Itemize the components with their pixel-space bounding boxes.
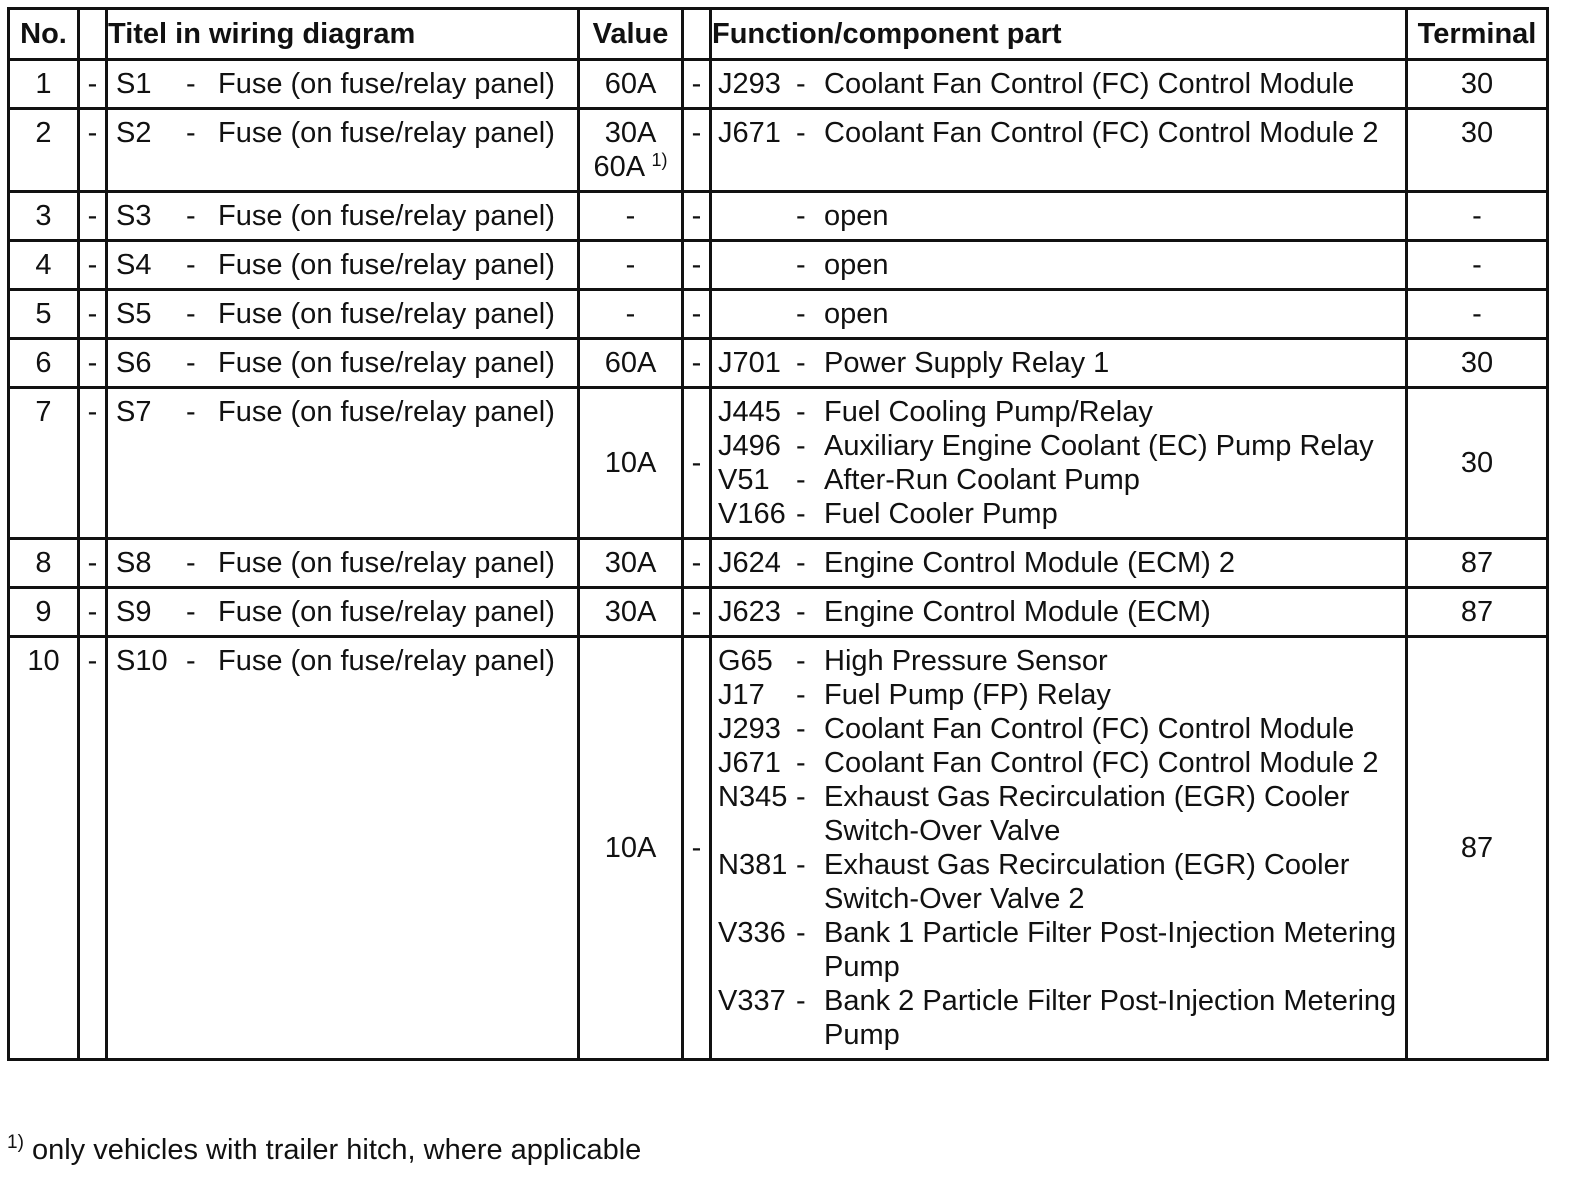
title-cell: [107, 241, 579, 290]
component-description: Fuel Cooler Pump: [824, 498, 1058, 530]
component-code: J293: [718, 713, 781, 745]
value-cell: [579, 241, 683, 290]
header-title: Titel in wiring diagram: [107, 9, 579, 60]
component-code: J623: [718, 596, 781, 628]
component-description: open: [824, 249, 889, 281]
dash-separator: -: [796, 498, 806, 530]
dash-separator: -: [796, 249, 806, 281]
terminal-cell: 30: [1407, 339, 1548, 388]
table-row: [9, 192, 1548, 241]
terminal-cell: 87: [1407, 539, 1548, 588]
dash-separator: -: [683, 109, 711, 192]
dash-separator: -: [683, 637, 711, 1060]
dash-separator: -: [796, 430, 806, 462]
function-line: [718, 497, 1405, 531]
fuse-code: S1: [116, 68, 152, 100]
terminal-cell: 30: [1407, 388, 1548, 539]
function-cell: [711, 637, 1407, 1060]
header-function: Function/component part: [711, 9, 1407, 60]
dash-separator: -: [796, 464, 806, 496]
component-description: Coolant Fan Control (FC) Control Module 2: [824, 747, 1379, 779]
header-spacer: [683, 9, 711, 60]
table-row: [9, 109, 1548, 192]
table-row: [9, 339, 1548, 388]
function-line: [718, 780, 1405, 848]
title-cell: [107, 539, 579, 588]
component-code: [718, 199, 796, 233]
component-description: Coolant Fan Control (FC) Control Module: [824, 68, 1355, 100]
function-line: [718, 984, 1405, 1052]
dash-separator: -: [796, 781, 806, 813]
dash-separator: -: [79, 339, 107, 388]
component-code: J701: [718, 347, 781, 379]
function-cell: [711, 192, 1407, 241]
function-cell: [711, 290, 1407, 339]
dash-separator: -: [796, 917, 806, 949]
dash-separator: -: [796, 747, 806, 779]
function-cell: [711, 241, 1407, 290]
component-description: Fuel Pump (FP) Relay: [824, 679, 1111, 711]
fuse-value: -: [625, 298, 636, 330]
value-cell: [579, 588, 683, 637]
fuse-description: Fuse (on fuse/relay panel): [218, 68, 555, 100]
value-cell: [579, 539, 683, 588]
dash-separator: -: [79, 290, 107, 339]
fuse-description: Fuse (on fuse/relay panel): [218, 298, 555, 330]
footnote-text: only vehicles with trailer hitch, where applicable: [31, 1134, 642, 1166]
function-line: [718, 463, 1405, 497]
component-code: [718, 248, 796, 282]
component-code: J671: [718, 747, 781, 779]
value-cell: [579, 339, 683, 388]
dash-separator: -: [186, 298, 196, 330]
component-code: J293: [718, 68, 781, 100]
terminal-cell: 87: [1407, 637, 1548, 1060]
component-description: Auxiliary Engine Coolant (EC) Pump Relay: [824, 430, 1374, 462]
fuse-code: S8: [116, 547, 152, 579]
component-code: V166: [718, 498, 786, 530]
dash-separator: -: [796, 849, 806, 881]
component-description: Bank 1 Particle Filter Post-Injection Metering Pump: [824, 917, 1397, 983]
fuse-description: Fuse (on fuse/relay panel): [218, 645, 555, 677]
function-cell: [711, 539, 1407, 588]
component-code: J496: [718, 430, 781, 462]
function-line: [718, 678, 1405, 712]
value-cell: [579, 60, 683, 109]
dash-separator: -: [79, 637, 107, 1060]
terminal-cell: 87: [1407, 588, 1548, 637]
component-description: Coolant Fan Control (FC) Control Module: [824, 713, 1355, 745]
fuse-description: Fuse (on fuse/relay panel): [218, 249, 555, 281]
component-code: V336: [718, 917, 786, 949]
fuse-value: 30A: [604, 547, 657, 579]
dash-separator: -: [186, 117, 196, 149]
dash-separator: -: [683, 192, 711, 241]
function-line: [718, 848, 1405, 916]
component-code: V337: [718, 985, 786, 1017]
header-terminal: Terminal: [1407, 9, 1548, 60]
fuse-value: 60A: [604, 68, 657, 100]
table-row: [9, 290, 1548, 339]
function-line: [718, 712, 1405, 746]
dash-separator: -: [186, 200, 196, 232]
header-value: Value: [579, 9, 683, 60]
dash-separator: -: [796, 68, 806, 100]
component-description: High Pressure Sensor: [824, 645, 1108, 677]
fuse-value: 60A: [604, 347, 657, 379]
header-spacer: [79, 9, 107, 60]
terminal-cell: -: [1407, 290, 1548, 339]
function-cell: [711, 339, 1407, 388]
row-number: 3: [9, 192, 79, 241]
fuse-value: 10A: [604, 832, 657, 864]
fuse-code: S2: [116, 117, 152, 149]
table-row: [9, 588, 1548, 637]
value-cell: [579, 388, 683, 539]
component-description: Fuel Cooling Pump/Relay: [824, 396, 1153, 428]
fuse-description: Fuse (on fuse/relay panel): [218, 396, 555, 428]
fuse-code: S9: [116, 596, 152, 628]
title-cell: [107, 109, 579, 192]
fuse-code: S6: [116, 347, 152, 379]
dash-separator: -: [186, 596, 196, 628]
component-description: Bank 2 Particle Filter Post-Injection Metering Pump: [824, 985, 1397, 1051]
function-line: [718, 346, 1405, 380]
value-cell: [579, 637, 683, 1060]
component-code: N381: [718, 849, 788, 881]
dash-separator: -: [79, 241, 107, 290]
table-row: [9, 388, 1548, 539]
terminal-cell: -: [1407, 192, 1548, 241]
footnote-ref: 1): [651, 150, 668, 170]
fuse-code: S5: [116, 298, 152, 330]
dash-separator: -: [796, 547, 806, 579]
dash-separator: -: [796, 396, 806, 428]
component-description: open: [824, 200, 889, 232]
fuse-description: Fuse (on fuse/relay panel): [218, 200, 555, 232]
dash-separator: -: [796, 596, 806, 628]
function-line: [718, 916, 1405, 984]
dash-separator: -: [79, 109, 107, 192]
function-line: [718, 116, 1405, 150]
component-code: V51: [718, 464, 770, 496]
fuse-value: -: [625, 200, 636, 232]
component-code: J671: [718, 117, 781, 149]
dash-separator: -: [683, 60, 711, 109]
table-header-row: [9, 9, 1548, 60]
footnote-mark: 1): [7, 1132, 24, 1153]
terminal-cell: 30: [1407, 60, 1548, 109]
dash-separator: -: [79, 388, 107, 539]
component-description: Engine Control Module (ECM): [824, 596, 1211, 628]
dash-separator: -: [683, 388, 711, 539]
header-no: No.: [9, 9, 79, 60]
component-description: Coolant Fan Control (FC) Control Module 2: [824, 117, 1379, 149]
function-line: [718, 746, 1405, 780]
row-number: 10: [9, 637, 79, 1060]
function-cell: [711, 388, 1407, 539]
function-cell: [711, 588, 1407, 637]
row-number: 7: [9, 388, 79, 539]
fuse-value: 30A: [604, 117, 657, 149]
function-line: [718, 248, 1405, 282]
component-description: Engine Control Module (ECM) 2: [824, 547, 1236, 579]
table-row: [9, 241, 1548, 290]
title-cell: [107, 339, 579, 388]
row-number: 4: [9, 241, 79, 290]
fuse-code: S4: [116, 249, 152, 281]
dash-separator: -: [186, 645, 196, 677]
dash-separator: -: [79, 60, 107, 109]
component-description: After-Run Coolant Pump: [824, 464, 1140, 496]
terminal-cell: -: [1407, 241, 1548, 290]
title-cell: [107, 637, 579, 1060]
footnote: [7, 1133, 641, 1167]
dash-separator: -: [186, 249, 196, 281]
fuse-table: [7, 7, 1549, 1061]
terminal-cell: 30: [1407, 109, 1548, 192]
dash-separator: -: [683, 339, 711, 388]
dash-separator: -: [796, 679, 806, 711]
function-line: [718, 644, 1405, 678]
component-description: open: [824, 298, 889, 330]
component-description: Power Supply Relay 1: [824, 347, 1110, 379]
value-cell: [579, 109, 683, 192]
fuse-value: 10A: [604, 447, 657, 479]
function-line: [718, 297, 1405, 331]
component-code: J624: [718, 547, 781, 579]
dash-separator: -: [796, 347, 806, 379]
title-cell: [107, 192, 579, 241]
dash-separator: -: [186, 68, 196, 100]
component-code: J17: [718, 679, 765, 711]
fuse-value: -: [625, 249, 636, 281]
row-number: 8: [9, 539, 79, 588]
function-cell: [711, 109, 1407, 192]
dash-separator: -: [79, 588, 107, 637]
row-number: 2: [9, 109, 79, 192]
title-cell: [107, 60, 579, 109]
dash-separator: -: [796, 645, 806, 677]
fuse-value: 30A: [604, 596, 657, 628]
function-line: [718, 429, 1405, 463]
fuse-description: Fuse (on fuse/relay panel): [218, 547, 555, 579]
row-number: 9: [9, 588, 79, 637]
dash-separator: -: [796, 985, 806, 1017]
fuse-description: Fuse (on fuse/relay panel): [218, 596, 555, 628]
dash-separator: -: [796, 117, 806, 149]
fuse-value-alt: [580, 150, 681, 184]
dash-separator: -: [683, 539, 711, 588]
title-cell: [107, 388, 579, 539]
dash-separator: -: [186, 347, 196, 379]
value-cell: [579, 192, 683, 241]
dash-separator: -: [683, 241, 711, 290]
function-line: [718, 546, 1405, 580]
dash-separator: -: [683, 290, 711, 339]
row-number: 5: [9, 290, 79, 339]
dash-separator: -: [186, 396, 196, 428]
function-line: [718, 67, 1405, 101]
fuse-description: Fuse (on fuse/relay panel): [218, 347, 555, 379]
dash-separator: -: [683, 588, 711, 637]
fuse-value-alt-text: 60A: [593, 151, 644, 183]
dash-separator: -: [796, 298, 806, 330]
fuse-description: Fuse (on fuse/relay panel): [218, 117, 555, 149]
fuse-code: S3: [116, 200, 152, 232]
table-row: [9, 637, 1548, 1060]
component-code: G65: [718, 645, 773, 677]
component-description: Exhaust Gas Recirculation (EGR) Cooler Switch-Over Valve: [824, 781, 1350, 847]
component-description: Exhaust Gas Recirculation (EGR) Cooler Switch-Over Valve 2: [824, 849, 1350, 915]
function-cell: [711, 60, 1407, 109]
fuse-code: S7: [116, 396, 152, 428]
component-code: N345: [718, 781, 788, 813]
function-line: [718, 199, 1405, 233]
row-number: 6: [9, 339, 79, 388]
component-code: J445: [718, 396, 781, 428]
dash-separator: -: [79, 539, 107, 588]
component-code: [718, 297, 796, 331]
function-line: [718, 595, 1405, 629]
function-line: [718, 395, 1405, 429]
dash-separator: -: [796, 200, 806, 232]
title-cell: [107, 588, 579, 637]
fuse-code: S10: [116, 645, 168, 677]
value-cell: [579, 290, 683, 339]
table-row: [9, 60, 1548, 109]
dash-separator: -: [186, 547, 196, 579]
table-row: [9, 539, 1548, 588]
title-cell: [107, 290, 579, 339]
dash-separator: -: [796, 713, 806, 745]
dash-separator: -: [79, 192, 107, 241]
row-number: 1: [9, 60, 79, 109]
table-body: [9, 60, 1548, 1060]
